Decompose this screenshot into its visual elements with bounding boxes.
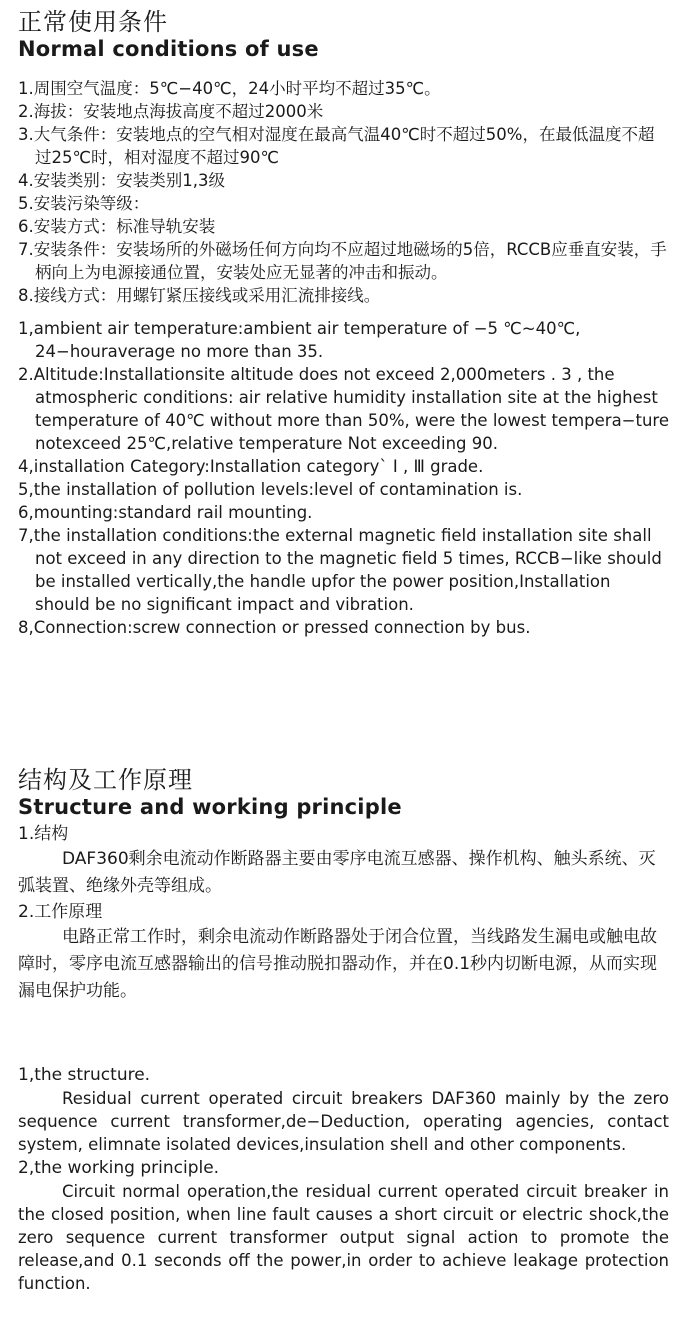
structure-label-cn: 1.结构	[18, 824, 69, 844]
section-title-en: Normal conditions of use	[18, 37, 319, 61]
list-item: 2.Altitude:Installationsite altitude does not exceed 2,000meters . 3 , the atmospheric conditions: air relative humidity installation site at the highest temperature of 40℃ without more than 50%, were the lowest tempera−ture notexceed 25℃,relative temperature Not exceeding 90.	[18, 365, 670, 453]
list-item: 8.接线方式：用螺钉紧压接线或采用汇流排接线。	[18, 286, 381, 305]
list-item: 4,installation Category:Installation category` Ⅰ , Ⅲ grade.	[18, 457, 484, 476]
structure-section-en	[18, 1063, 669, 1295]
section-title-cn: 结构及工作原理	[18, 766, 193, 794]
structure-section	[18, 766, 669, 1005]
structure-paragraph-en: Residual current operated circuit breakers DAF360 mainly by the zero sequence current transformer,de−Deduction, operating agencies, contact system, elimnate isolated devices,insulation shell and other components.	[18, 1089, 669, 1154]
structure-label-en: 1,the structure.	[18, 1065, 151, 1085]
list-item: 4.安装类别：安装类别1,3级	[18, 171, 225, 190]
list-item: 1.周围空气温度：5℃−40℃，24小时平均不超过35℃。	[18, 79, 441, 98]
section-title-en: Structure and working principle	[18, 795, 402, 819]
conditions-list-cn	[18, 77, 669, 307]
principle-label-en: 2,the working principle.	[18, 1158, 220, 1178]
list-item: 8,Connection:screw connection or pressed connection by bus.	[18, 618, 531, 637]
principle-paragraph-en: Circuit normal operation,the residual current operated circuit breaker in the closed position, when line fault causes a short circuit or electric shock,the zero sequence current transformer output signal action to promote the release,and 0.1 seconds off the power,in order to achieve leakage protection function.	[18, 1182, 669, 1293]
normal-conditions-section	[18, 8, 669, 639]
list-item: 1,ambient air temperature:ambient air temperature of −5 ℃~40℃, 24−houraverage no more than 35.	[18, 319, 581, 361]
list-item: 5.安装污染等级：	[18, 194, 150, 213]
principle-paragraph-cn: 电路正常工作时，剩余电流动作断路器处于闭合位置，当线路发生漏电或触电故障时，零序电流互感器输出的信号推动脱扣器动作，并在0.1秒内切断电源，从而实现漏电保护功能。	[18, 927, 658, 1001]
list-item: 5,the installation of pollution levels:level of contamination is.	[18, 480, 523, 499]
structure-paragraph-cn: DAF360剩余电流动作断路器主要由零序电流互感器、操作机构、触头系统、灭弧装置、绝缘外壳等组成。	[18, 849, 656, 896]
section-title-cn: 正常使用条件	[18, 8, 168, 36]
list-item: 6.安装方式：标准导轨安装	[18, 217, 216, 236]
list-item: 2.海拔：安装地点海拔高度不超过2000米	[18, 102, 324, 121]
list-item: 3.大气条件：安装地点的空气相对湿度在最高气温40℃时不超过50%，在最低温度不超过25℃时，相对湿度不超过90℃	[18, 125, 655, 167]
list-item: 6,mounting:standard rail mounting.	[18, 503, 313, 522]
principle-label-cn: 2.工作原理	[18, 902, 103, 922]
list-item: 7,the installation conditions:the external magnetic field installation site shall not exceed in any direction to the magnetic field 5 times, RCCB−like should be installed vertically,the handle upfor the power position,Installation should be no significant impact and vibration.	[18, 526, 662, 614]
list-item: 7.安装条件：安装场所的外磁场任何方向均不应超过地磁场的5倍，RCCB应垂直安装，手柄向上为电源接通位置，安装处应无显著的冲击和振动。	[18, 240, 667, 282]
conditions-list-en	[18, 317, 669, 639]
